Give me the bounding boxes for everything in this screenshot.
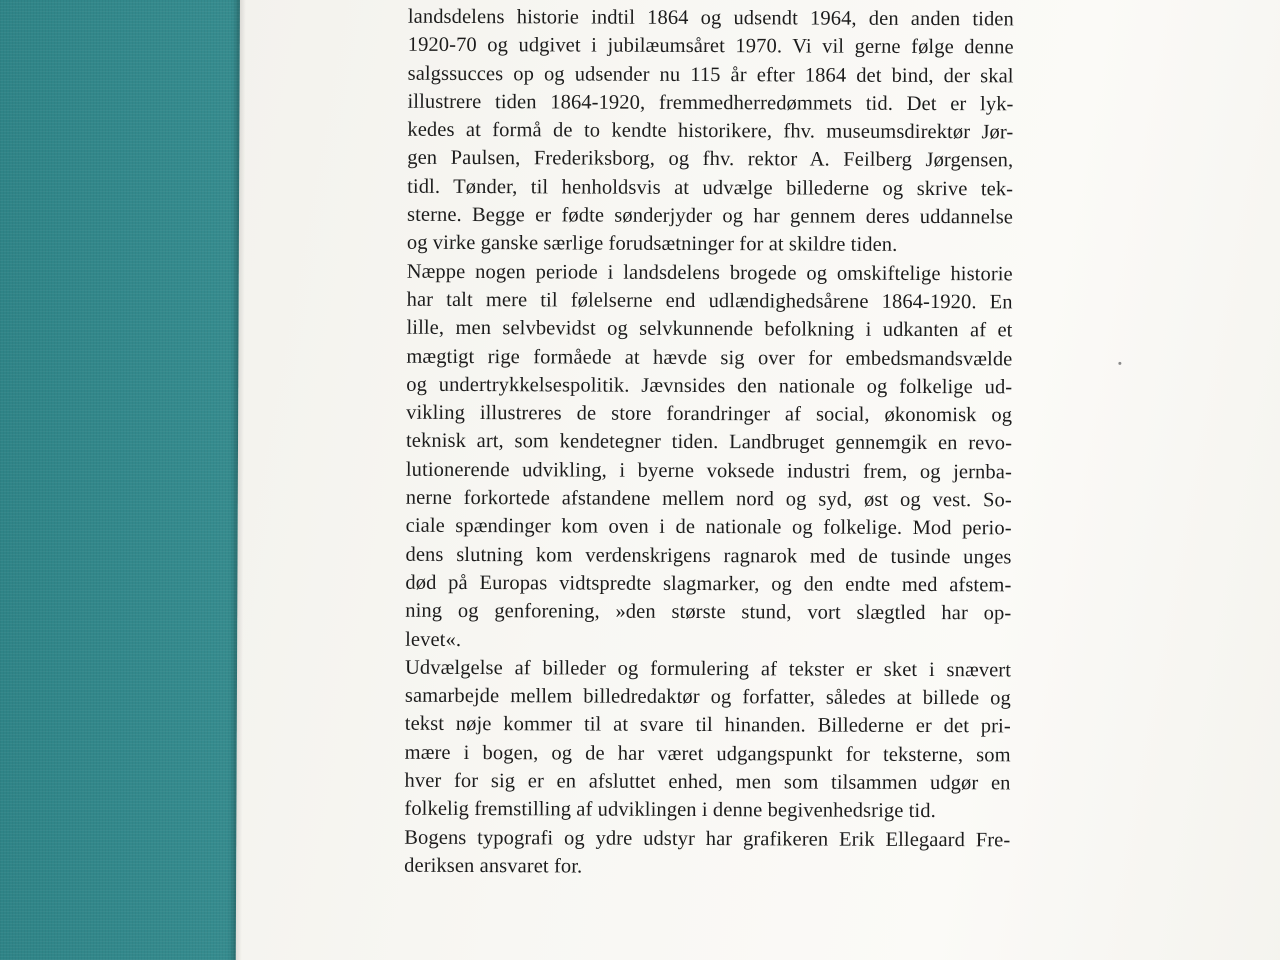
text-line: har talt mere til følelserne end udlændighedsårene 1864-1920. En <box>406 288 1013 314</box>
text-line: deriksen ansvaret for. <box>404 854 583 878</box>
text-line: tidl. Tønder, til henholdsvis at udvælge billederne og skrive tek- <box>407 175 1014 201</box>
text-line: dens slutning kom verdenskrigens ragnarok med de tusinde unges <box>405 543 1012 569</box>
teal-book-cover <box>0 0 250 960</box>
body-text <box>404 3 1014 883</box>
text-line: gen Paulsen, Frederiksborg, og fhv. rektor A. Feilberg Jørgensen, <box>407 147 1014 172</box>
paragraph-2 <box>405 257 1013 656</box>
paragraph-3 <box>404 654 1011 826</box>
text-line: samarbejde mellem billedredaktør og forfatter, således at billede og <box>404 684 1011 710</box>
text-line: ciale spændinger kom oven i de nationale og folkelige. Mod perio- <box>405 515 1012 540</box>
text-line: illustrere tiden 1864-1920, fremmedherredømmets tid. Det er lyk- <box>407 90 1014 116</box>
text-line: folkelig fremstilling af udviklingen i denne begivenhedsrige tid. <box>404 798 936 823</box>
paragraph-1 <box>407 3 1014 260</box>
paragraph-4 <box>404 823 1010 882</box>
text-line: salgssucces op og udsender nu 115 år efter 1864 det bind, der skal <box>407 62 1014 87</box>
text-line: tekst nøje kommer til at svare til hinanden. Billederne er det pri- <box>404 713 1011 738</box>
text-line: Næppe nogen periode i landsdelens brogede og omskiftelige historie <box>406 260 1013 286</box>
text-line: ning og genforening, »den største stund, vort slægtled har op- <box>405 599 1012 625</box>
text-line: mægtigt rige formåede at hævde sig over for embedsmandsvælde <box>406 345 1013 370</box>
text-line: lutionerende udvikling, i byerne voksede industri frem, og jernba- <box>405 458 1012 484</box>
text-line: hver for sig er en afsluttet enhed, men som tilsammen udgør en <box>404 769 1011 795</box>
text-line: lille, men selvbevidst og selvkunnende befolkning i udkanten af et <box>406 316 1013 342</box>
text-line: og virke ganske særlige forudsætninger for at skildre tiden. <box>406 232 898 257</box>
text-line: og undertrykkelsespolitik. Jævnsides den nationale og folkelige ud- <box>406 373 1013 399</box>
text-line: levet«. <box>405 628 462 651</box>
text-line: sterne. Begge er fødte sønderjyder og har gennem deres uddannelse <box>406 203 1014 229</box>
book-page <box>236 0 1280 960</box>
text-line: nerne forkortede afstandene mellem nord og syd, øst og vest. So- <box>405 486 1012 512</box>
text-line: mære i bogen, og de har været udgangspunkt for teksterne, som <box>404 741 1011 767</box>
text-line: død på Europas vidtspredte slagmarker, og den endte med afstem- <box>405 571 1012 597</box>
text-line: vikling illustreres de store forandringer af social, økonomisk og <box>406 401 1013 427</box>
text-line: landsdelens historie indtil 1864 og udsendt 1964, den anden tiden <box>407 5 1014 31</box>
text-line: Udvælgelse af billeder og formulering af tekster er sket i snævert <box>404 656 1012 682</box>
text-line: Bogens typografi og ydre udstyr har grafikeren Erik Ellegaard Fre- <box>404 826 1011 851</box>
paper-speck <box>1118 362 1121 365</box>
text-line: 1920-70 og udgivet i jubilæumsåret 1970. Vi vil gerne følge denne <box>407 34 1014 59</box>
text-line: teknisk art, som kendetegner tiden. Landbruget gennemgik en revo- <box>405 430 1013 455</box>
text-line: kedes at formå de to kendte historikere, fhv. museumsdirektør Jør- <box>407 118 1014 144</box>
